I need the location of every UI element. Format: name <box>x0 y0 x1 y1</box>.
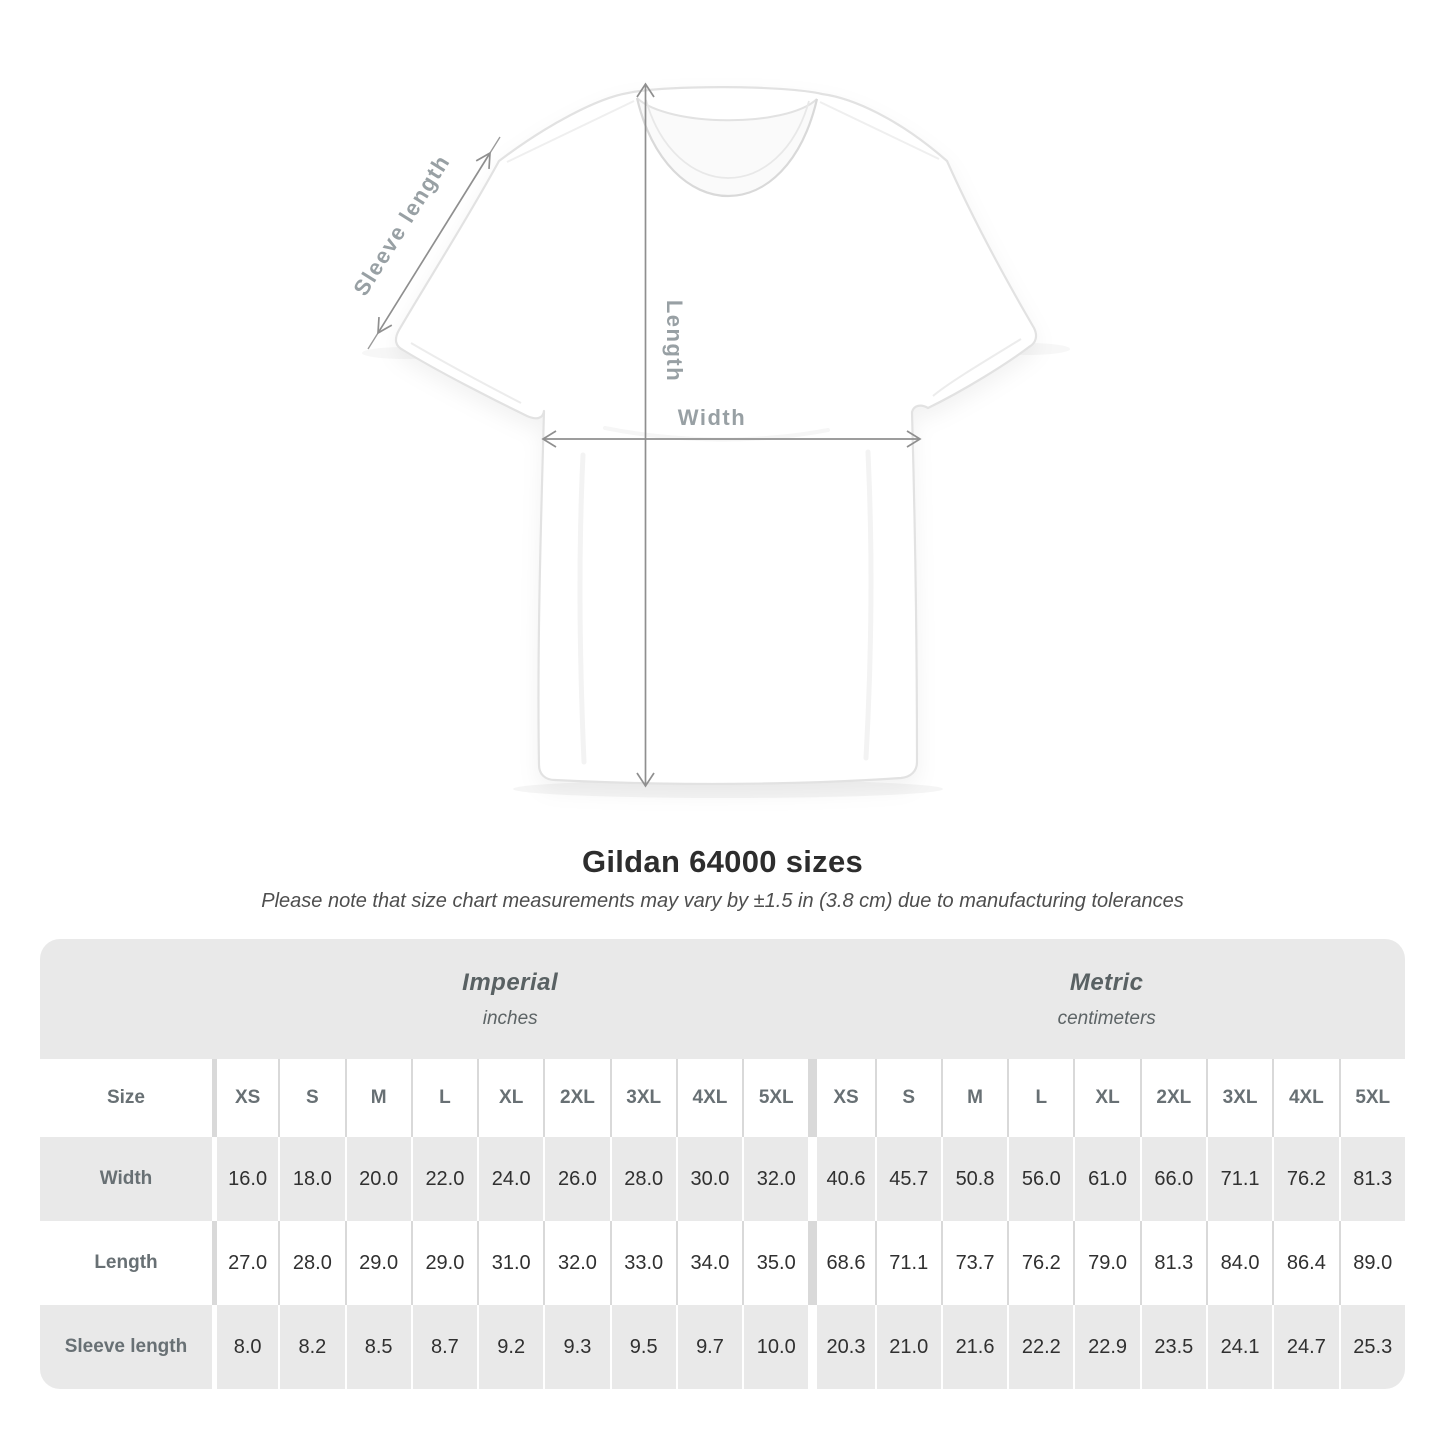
size-header-metric-5xl: 5XL <box>1339 1059 1406 1137</box>
sleeve-length-imperial-2xl: 9.3 <box>543 1305 609 1389</box>
metric-header-unit: centimeters <box>1057 1007 1156 1029</box>
unit-header-spacer <box>40 939 212 1059</box>
width-metric-xs: 40.6 <box>808 1137 874 1221</box>
width-imperial-4xl: 30.0 <box>676 1137 742 1221</box>
sleeve-length-imperial-s: 8.2 <box>278 1305 344 1389</box>
width-imperial-xl: 24.0 <box>477 1137 543 1221</box>
length-metric-2xl: 81.3 <box>1140 1221 1206 1305</box>
width-imperial-xs: 16.0 <box>212 1137 278 1221</box>
size-header-imperial-3xl: 3XL <box>610 1059 676 1137</box>
width-imperial-s: 18.0 <box>278 1137 344 1221</box>
length-imperial-m: 29.0 <box>345 1221 411 1305</box>
length-imperial-3xl: 33.0 <box>610 1221 676 1305</box>
width-metric-4xl: 76.2 <box>1272 1137 1338 1221</box>
sleeve-length-metric-4xl: 24.7 <box>1272 1305 1338 1389</box>
size-table <box>40 939 1405 1389</box>
length-metric-s: 71.1 <box>875 1221 941 1305</box>
size-header-imperial-xs: XS <box>212 1059 278 1137</box>
row-label-sleeve-length: Sleeve length <box>40 1305 212 1389</box>
page-title: Gildan 64000 sizes <box>581 844 864 879</box>
size-column-header: Size <box>40 1059 212 1137</box>
length-metric-l: 76.2 <box>1007 1221 1073 1305</box>
metric-header <box>808 939 1405 1059</box>
sleeve-length-imperial-3xl: 9.5 <box>610 1305 676 1389</box>
size-header-metric-m: M <box>941 1059 1007 1137</box>
length-imperial-xs: 27.0 <box>212 1221 278 1305</box>
size-header-metric-s: S <box>875 1059 941 1137</box>
sleeve-length-metric-xl: 22.9 <box>1073 1305 1139 1389</box>
size-header-metric-3xl: 3XL <box>1206 1059 1272 1137</box>
length-metric-4xl: 86.4 <box>1272 1221 1338 1305</box>
length-imperial-2xl: 32.0 <box>543 1221 609 1305</box>
imperial-header-unit: inches <box>482 1007 538 1029</box>
imperial-header-name: Imperial <box>462 968 559 996</box>
length-metric-xl: 79.0 <box>1073 1221 1139 1305</box>
width-metric-xl: 61.0 <box>1073 1137 1139 1221</box>
sleeve-length-imperial-4xl: 9.7 <box>676 1305 742 1389</box>
sleeve-length-imperial-5xl: 10.0 <box>742 1305 808 1389</box>
width-metric-3xl: 71.1 <box>1206 1137 1272 1221</box>
tolerance-note: Please note that size chart measurements may vary by ±1.5 in (3.8 cm) due to manufacturing tolerances <box>261 890 1184 912</box>
sleeve-length-label: Sleeve length <box>348 149 455 301</box>
sleeve-length-metric-2xl: 23.5 <box>1140 1305 1206 1389</box>
length-metric-5xl: 89.0 <box>1339 1221 1406 1305</box>
width-imperial-l: 22.0 <box>411 1137 477 1221</box>
width-metric-m: 50.8 <box>941 1137 1007 1221</box>
sleeve-length-metric-l: 22.2 <box>1007 1305 1073 1389</box>
sleeve-length-metric-5xl: 25.3 <box>1339 1305 1406 1389</box>
caption <box>0 844 1445 913</box>
size-header-metric-l: L <box>1007 1059 1073 1137</box>
tshirt-illustration <box>396 87 1036 784</box>
width-imperial-3xl: 28.0 <box>610 1137 676 1221</box>
sleeve-length-metric-m: 21.6 <box>941 1305 1007 1389</box>
length-metric-xs: 68.6 <box>808 1221 874 1305</box>
size-header-metric-2xl: 2XL <box>1140 1059 1206 1137</box>
imperial-header <box>212 939 808 1059</box>
sleeve-length-metric-xs: 20.3 <box>808 1305 874 1389</box>
width-label: Width <box>677 405 747 430</box>
length-metric-3xl: 84.0 <box>1206 1221 1272 1305</box>
sleeve-length-row <box>40 1305 1405 1389</box>
size-header-row <box>40 1059 1405 1137</box>
size-header-imperial-2xl: 2XL <box>543 1059 609 1137</box>
width-metric-5xl: 81.3 <box>1339 1137 1406 1221</box>
sleeve-length-metric-s: 21.0 <box>875 1305 941 1389</box>
width-imperial-2xl: 26.0 <box>543 1137 609 1221</box>
size-header-imperial-s: S <box>278 1059 344 1137</box>
row-label-length: Length <box>40 1221 212 1305</box>
size-header-imperial-5xl: 5XL <box>742 1059 808 1137</box>
size-header-metric-4xl: 4XL <box>1272 1059 1338 1137</box>
row-label-width: Width <box>40 1137 212 1221</box>
size-header-imperial-l: L <box>411 1059 477 1137</box>
sleeve-length-imperial-xs: 8.0 <box>212 1305 278 1389</box>
length-imperial-5xl: 35.0 <box>742 1221 808 1305</box>
unit-header-row <box>40 939 1405 1059</box>
width-metric-s: 45.7 <box>875 1137 941 1221</box>
width-imperial-5xl: 32.0 <box>742 1137 808 1221</box>
width-row <box>40 1137 1405 1221</box>
width-metric-2xl: 66.0 <box>1140 1137 1206 1221</box>
metric-header-name: Metric <box>1069 968 1144 996</box>
size-header-metric-xs: XS <box>808 1059 874 1137</box>
length-metric-m: 73.7 <box>941 1221 1007 1305</box>
size-header-metric-xl: XL <box>1073 1059 1139 1137</box>
length-imperial-l: 29.0 <box>411 1221 477 1305</box>
size-header-imperial-4xl: 4XL <box>676 1059 742 1137</box>
width-imperial-m: 20.0 <box>345 1137 411 1221</box>
length-imperial-s: 28.0 <box>278 1221 344 1305</box>
size-header-imperial-m: M <box>345 1059 411 1137</box>
length-imperial-xl: 31.0 <box>477 1221 543 1305</box>
size-header-imperial-xl: XL <box>477 1059 543 1137</box>
sleeve-length-imperial-m: 8.5 <box>345 1305 411 1389</box>
width-metric-l: 56.0 <box>1007 1137 1073 1221</box>
length-row <box>40 1221 1405 1305</box>
sleeve-length-imperial-l: 8.7 <box>411 1305 477 1389</box>
length-imperial-4xl: 34.0 <box>676 1221 742 1305</box>
length-label: Length <box>662 299 687 383</box>
sleeve-length-imperial-xl: 9.2 <box>477 1305 543 1389</box>
sleeve-length-metric-3xl: 24.1 <box>1206 1305 1272 1389</box>
